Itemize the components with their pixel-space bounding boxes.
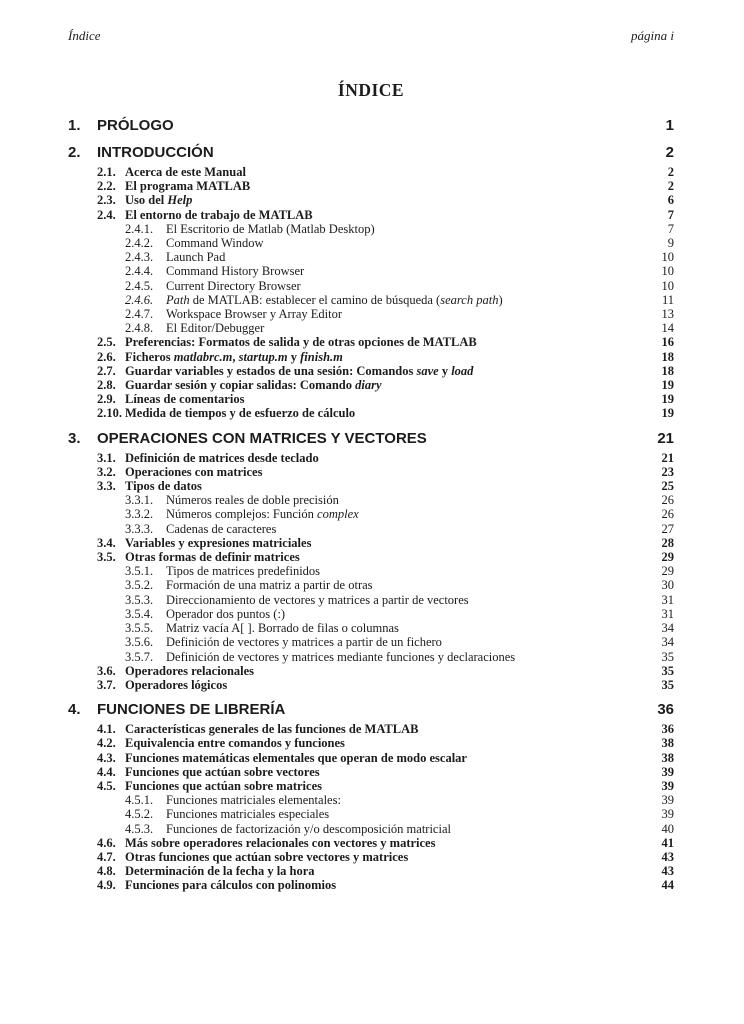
toc-title-segment: Números complejos: Función [166,507,318,522]
toc-title-segment: Cadenas de caracteres [166,521,277,536]
toc-entry [68,429,674,448]
toc-entry-number: 2.8. [97,378,116,393]
toc-title-italic-segment: matlabrc.m [173,349,233,364]
toc-title-segment: y [287,349,301,364]
toc-entry [68,607,674,621]
toc-entry-page: 10 [661,278,674,293]
toc-title-italic-segment: Help [167,193,193,208]
toc-entry-title [125,779,644,793]
toc-title-segment: y [438,363,452,378]
toc-entry-number: 2.4.3. [125,250,154,265]
toc-entry-title [125,736,644,750]
toc-title-italic-segment: complex [317,507,359,522]
toc-title-segment: Tipos de datos [125,479,202,494]
toc-entry-number: 3.5.5. [125,621,154,636]
toc-title-segment: Variables y expresiones matriciales [125,535,312,550]
toc-title-segment: Command Window [166,236,264,251]
toc-entry-page: 36 [661,722,674,737]
toc-entry-page: 1 [665,117,674,134]
toc-title-segment: Operaciones con matrices [125,464,263,479]
toc-entry-number: 3. [68,429,81,447]
toc-entry-number: 4.8. [97,864,116,879]
toc-entry-page: 13 [661,307,674,322]
toc-entry-page: 35 [661,663,674,678]
toc-entry [68,650,674,664]
toc-entry-title [97,429,644,448]
toc-entry-number: 3.5.7. [125,649,154,664]
toc-entry-title [166,807,644,821]
toc-entry [68,621,674,635]
toc-title-segment: Preferencias: Formatos de salida y de otras opciones de MATLAB [125,335,477,350]
toc-entry [68,392,674,406]
toc-entry [68,522,674,536]
toc-title-segment: Funciones matemáticas elementales que operan de modo escalar [125,750,467,765]
toc-title-italic-segment: finish.m [300,349,343,364]
toc-entry-title [125,550,644,564]
toc-entry-page: 2 [667,165,674,179]
toc-entry [68,722,674,736]
toc-title-segment: Funciones que actúan sobre matrices [125,778,322,793]
toc-title-segment: El programa MATLAB [125,179,251,194]
toc-entry [68,451,674,465]
toc-entry [68,378,674,392]
toc-title-segment: Funciones para cálculos con polinomios [125,878,337,893]
toc-title-segment: Guardar variables y estados de una sesión: Comandos [125,363,417,378]
toc-entry-number: 2.5. [97,335,116,350]
toc-entry [68,878,674,892]
toc-entry [68,143,674,162]
toc-title-segment: , [232,349,239,364]
toc-entry [68,479,674,493]
toc-entry [68,850,674,864]
toc-entry-number: 2.4.4. [125,264,154,279]
toc-entry-page: 38 [661,736,674,751]
toc-title-italic-segment: diary [355,378,382,393]
toc-title-segment: Funciones matriciales elementales: [166,793,341,808]
toc-title-segment: Definición de matrices desde teclado [125,450,319,465]
toc-entry-page: 26 [661,507,674,522]
toc-entry-number: 4.1. [97,722,116,737]
toc-entry-title [166,522,644,536]
toc-entry-number: 2.4.2. [125,236,154,251]
toc-entry-number: 4.5.3. [125,821,154,836]
toc-title-segment: Ficheros [125,349,174,364]
toc-title-segment: Números reales de doble precisión [166,493,339,508]
toc-entry [68,507,674,521]
toc-entry-page: 7 [667,207,674,222]
toc-entry-title [166,250,644,264]
toc-entry-number: 2.9. [97,392,116,407]
toc-title-segment: Definición de vectores y matrices a partir de un fichero [166,635,442,650]
toc-entry [68,364,674,378]
toc-entry-title [125,335,644,349]
toc-entry-page: 9 [667,236,674,251]
toc-entry-page: 2 [665,144,674,161]
toc-entry-title [125,364,644,378]
toc-entry [68,307,674,321]
toc-entry [68,250,674,264]
toc-entry-title [97,143,644,162]
toc-entry [68,264,674,278]
toc [68,116,674,893]
toc-entry-title [125,406,644,420]
toc-entry [68,678,674,692]
toc-entry-title [166,621,644,635]
toc-entry [68,793,674,807]
toc-entry [68,779,674,793]
toc-entry-page: 31 [661,606,674,621]
toc-entry-number: 2.4.5. [125,278,154,293]
toc-entry [68,321,674,335]
toc-entry-title [125,479,644,493]
toc-entry [68,864,674,878]
toc-title-italic-segment: load [451,363,474,378]
toc-title-italic-segment: startup.m [238,349,288,364]
toc-entry-number: 3.4. [97,535,116,550]
toc-title-italic-segment: Path [166,292,190,307]
toc-entry [68,664,674,678]
toc-title-segment: ) [498,292,503,307]
toc-entry-page: 2 [667,179,674,194]
toc-entry-page: 27 [661,521,674,536]
toc-entry-number: 2.7. [97,363,116,378]
toc-entry-title [125,751,644,765]
toc-entry [68,578,674,592]
toc-title-segment: Launch Pad [166,250,226,265]
toc-title-segment: Guardar sesión y copiar salidas: Comando [125,378,356,393]
toc-entry-title [125,850,644,864]
toc-entry-title [97,700,644,719]
toc-entry [68,765,674,779]
toc-entry [68,493,674,507]
toc-entry-number: 2.1. [97,165,116,179]
toc-title-segment: Direccionamiento de vectores y matrices a partir de vectores [166,592,469,607]
toc-entry-page: 26 [661,493,674,508]
toc-entry-page: 30 [661,578,674,593]
toc-entry-number: 4.7. [97,849,116,864]
toc-entry [68,807,674,821]
toc-entry-number: 3.5.3. [125,592,154,607]
toc-entry-number: 4.3. [97,750,116,765]
toc-entry [68,179,674,193]
toc-entry [68,700,674,719]
toc-entry-number: 4.5.2. [125,807,154,822]
toc-entry-page: 25 [661,479,674,494]
toc-entry [68,822,674,836]
toc-title-segment: El Editor/Debugger [166,321,265,336]
toc-entry-title [125,179,644,193]
toc-title-segment: Más sobre operadores relacionales con vectores y matrices [125,835,436,850]
toc-entry-page: 19 [661,406,674,421]
toc-entry-title [125,193,644,207]
toc-title-segment: Command History Browser [166,264,305,279]
toc-title-segment: PRÓLOGO [97,117,174,134]
toc-entry-number: 3.5.4. [125,606,154,621]
toc-title-italic-segment: save [416,363,439,378]
toc-entry-title [125,350,644,364]
toc-entry-title [125,722,644,736]
toc-entry-number: 3.3. [97,479,116,494]
toc-entry-page: 14 [661,321,674,336]
toc-entry-title [125,678,644,692]
toc-entry-page: 23 [661,464,674,479]
toc-entry-title [166,564,644,578]
toc-entry [68,635,674,649]
toc-title-segment: Matriz vacía A[ ]. Borrado de filas o columnas [166,621,399,636]
toc-entry-title [166,293,644,307]
toc-title-segment: Funciones de factorización y/o descomposición matricial [166,821,451,836]
toc-entry [68,165,674,179]
toc-entry-title [125,392,644,406]
toc-entry-title [125,836,644,850]
toc-entry-number: 3.5.6. [125,635,154,650]
toc-entry-number: 3.3.3. [125,521,154,536]
toc-entry [68,222,674,236]
toc-entry-title [125,208,644,222]
toc-entry-title [166,507,644,521]
toc-entry-title [125,451,644,465]
toc-entry-number: 1. [68,117,81,134]
toc-entry-number: 3.3.1. [125,493,154,508]
toc-entry-title [166,635,644,649]
toc-entry [68,593,674,607]
toc-entry-page: 18 [661,363,674,378]
toc-entry-number: 3.7. [97,677,116,692]
toc-entry [68,536,674,550]
toc-entry-number: 4.9. [97,878,116,893]
toc-title-segment: Líneas de comentarios [125,392,245,407]
toc-entry-number: 3.5.1. [125,564,154,579]
toc-title-segment: Determinación de la fecha y la hora [125,864,315,879]
toc-entry-page: 35 [661,649,674,664]
toc-entry-page: 39 [661,807,674,822]
toc-entry-number: 3.3.2. [125,507,154,522]
toc-entry-number: 3.5.2. [125,578,154,593]
toc-entry-title [125,765,644,779]
toc-entry-page: 34 [661,635,674,650]
toc-entry-number: 4.6. [97,835,116,850]
toc-title-segment: INTRODUCCIÓN [97,144,214,161]
toc-title-segment: Características generales de las funciones de MATLAB [125,722,419,737]
toc-entry-page: 29 [661,564,674,579]
toc-entry [68,116,674,135]
toc-entry-number: 2.6. [97,349,116,364]
running-header-right: página i [631,28,674,43]
toc-entry-title [166,650,644,664]
toc-title-segment: Formación de una matriz a partir de otras [166,578,373,593]
toc-entry-title [166,279,644,293]
toc-entry-number: 4.2. [97,736,116,751]
toc-entry-page: 34 [661,621,674,636]
toc-entry-page: 10 [661,264,674,279]
toc-entry-page: 28 [661,535,674,550]
toc-entry-title [125,878,644,892]
toc-entry-number: 2.4.7. [125,307,154,322]
toc-entry-number: 3.2. [97,464,116,479]
toc-entry-page: 11 [661,292,674,307]
toc-entry [68,550,674,564]
toc-entry-page: 39 [661,764,674,779]
toc-entry-title [166,321,644,335]
toc-title-segment: Equivalencia entre comandos y funciones [125,736,345,751]
toc-entry-title [125,664,644,678]
toc-entry-page: 6 [667,193,674,208]
toc-entry [68,465,674,479]
toc-title-segment: Otras formas de definir matrices [125,550,300,565]
toc-entry-number: 2.4.1. [125,221,154,236]
toc-entry-number: 4. [68,701,81,719]
toc-entry-title [166,793,644,807]
toc-entry-title [166,578,644,592]
toc-entry [68,335,674,349]
toc-title-segment: Operadores relacionales [125,663,255,678]
toc-entry-number: 4.4. [97,764,116,779]
toc-entry [68,836,674,850]
toc-entry-page: 21 [657,429,674,447]
toc-title-segment: Tipos de matrices predefinidos [166,564,321,579]
toc-entry-title [97,116,644,135]
toc-entry-page: 41 [661,835,674,850]
toc-title-segment: de MATLAB: establecer el camino de búsqueda ( [189,292,441,307]
toc-entry-number: 4.5.1. [125,793,154,808]
toc-title-segment: Uso del [125,193,168,208]
toc-entry-page: 40 [661,821,674,836]
toc-entry-page: 19 [661,378,674,393]
toc-entry [68,350,674,364]
toc-entry-title [125,165,644,179]
toc-entry [68,564,674,578]
toc-title-segment: Operadores lógicos [125,677,228,692]
toc-entry-number: 3.5. [97,550,116,565]
toc-entry-page: 43 [661,864,674,879]
toc-entry-number: 2.10. [97,406,122,421]
toc-entry-page: 18 [661,349,674,364]
toc-entry-page: 36 [657,701,674,719]
toc-title-segment: FUNCIONES DE LIBRERÍA [97,701,286,719]
toc-entry-title [166,222,644,236]
toc-entry-page: 19 [661,392,674,407]
toc-title-segment: Otras funciones que actúan sobre vectores y matrices [125,849,409,864]
toc-title-segment: El entorno de trabajo de MATLAB [125,207,313,222]
toc-entry-page: 16 [661,335,674,350]
toc-entry-number: 2.2. [97,179,116,194]
toc-entry-title [166,607,644,621]
toc-entry-title [166,236,644,250]
toc-entry-number: 3.1. [97,450,116,465]
toc-title-segment: Acerca de este Manual [125,165,246,179]
toc-entry [68,736,674,750]
toc-title-segment: Funciones que actúan sobre vectores [125,764,320,779]
toc-title-segment: Funciones matriciales especiales [166,807,330,822]
toc-entry [68,193,674,207]
toc-entry-number: 2.4.6. [125,292,154,307]
toc-entry-number: 2.3. [97,193,116,208]
toc-title-italic-segment: search path [440,292,499,307]
toc-entry-page: 44 [661,878,674,893]
toc-entry-page: 38 [661,750,674,765]
toc-title-segment: Workspace Browser y Array Editor [166,307,343,322]
toc-entry-number: 4.5. [97,778,116,793]
toc-entry-page: 43 [661,849,674,864]
toc-entry-title [125,864,644,878]
toc-entry-page: 7 [667,221,674,236]
toc-entry-number: 2. [68,144,81,161]
toc-entry-title [166,822,644,836]
toc-entry [68,751,674,765]
toc-entry-page: 21 [661,450,674,465]
toc-entry-number: 3.6. [97,663,116,678]
toc-entry [68,208,674,222]
toc-entry-title [125,536,644,550]
toc-title-segment: Operador dos puntos (:) [166,606,286,621]
toc-entry-title [125,378,644,392]
toc-entry-number: 2.4.8. [125,321,154,336]
toc-entry [68,293,674,307]
page-title: ÍNDICE [337,80,405,100]
toc-entry [68,236,674,250]
toc-entry-title [166,593,644,607]
running-header [68,28,674,44]
toc-entry [68,406,674,420]
toc-entry-title [166,307,644,321]
toc-entry-page: 35 [661,677,674,692]
toc-title-segment: OPERACIONES CON MATRICES Y VECTORES [97,429,427,447]
running-header-left: Índice [68,28,101,43]
toc-entry-number: 2.4. [97,207,116,222]
toc-title-segment: Medida de tiempos y de esfuerzo de cálculo [125,406,356,421]
toc-entry [68,279,674,293]
toc-entry-page: 39 [661,793,674,808]
toc-title-segment: Definición de vectores y matrices mediante funciones y declaraciones [166,649,516,664]
toc-entry-page: 29 [661,550,674,565]
toc-entry-page: 31 [661,592,674,607]
toc-entry-title [125,465,644,479]
toc-entry-title [166,264,644,278]
toc-entry-title [166,493,644,507]
toc-entry-page: 39 [661,778,674,793]
toc-entry-page: 10 [661,250,674,265]
toc-title-segment: Current Directory Browser [166,278,301,293]
toc-title-segment: El Escritorio de Matlab (Matlab Desktop) [166,221,375,236]
